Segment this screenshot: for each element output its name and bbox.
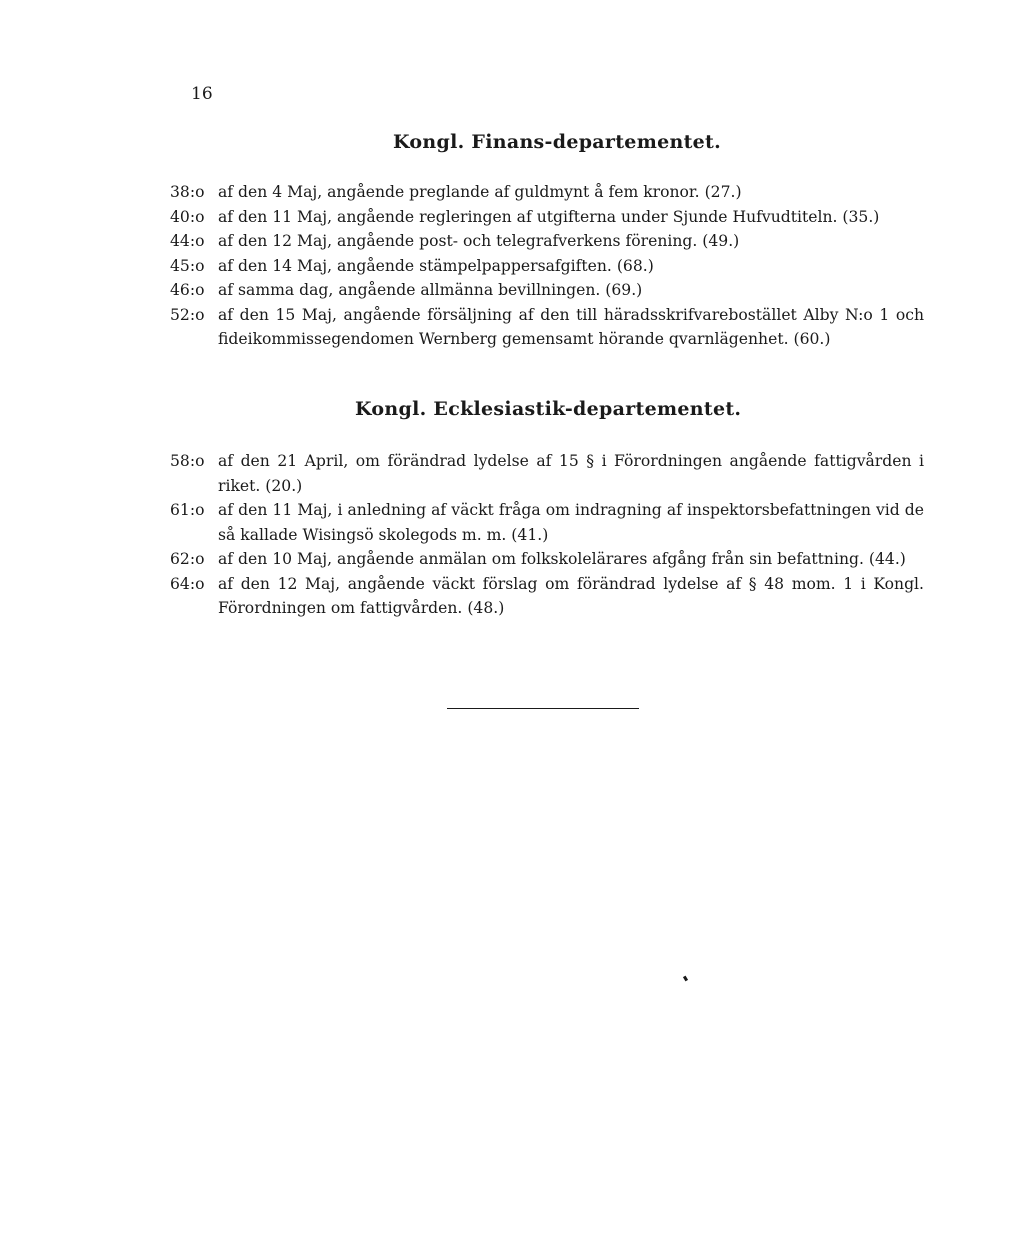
page-number: 16: [191, 84, 213, 104]
list-item: [170, 229, 924, 254]
entry-number: 52:o: [170, 305, 205, 324]
entry-number: 45:o: [170, 256, 205, 275]
entry-text: af den 11 Maj, angående regleringen af utgifterna under Sjunde Hufvudtiteln. (35.): [218, 207, 880, 226]
entry-number: 44:o: [170, 232, 205, 250]
entry-text: af den 21 April, om förändrad lydelse af 15 § i Förordningen angående fattigvården i riket. (20.): [218, 452, 924, 495]
entry-text: af den 15 Maj, angående försäljning af den till häradsskrifvarebostället Alby N:o 1 och fideikommissegendomen Wernberg gemensamt hörande qvarnlägenhet. (60.): [218, 305, 924, 348]
entry-number: 64:o: [170, 574, 205, 593]
list-item: [170, 254, 924, 279]
divider-rule: [447, 708, 639, 709]
entry-list-finans: [170, 180, 924, 352]
entry-text: af samma dag, angående allmänna bevillningen. (69.): [218, 281, 643, 299]
section-heading-ecklesiastik: Kongl. Ecklesiastik-departementet.: [355, 398, 742, 420]
print-speck: [683, 976, 688, 982]
section-heading-finans: Kongl. Finans-departementet.: [393, 131, 722, 153]
list-item: [170, 498, 924, 547]
entry-number: 46:o: [170, 281, 205, 299]
entry-number: 61:o: [170, 501, 205, 519]
entry-text: af den 4 Maj, angående preglande af guldmynt å fem kronor. (27.): [218, 183, 742, 201]
entry-text: af den 10 Maj, angående anmälan om folkskolelärares afgång från sin befattning. (44.): [218, 550, 906, 568]
list-item: [170, 278, 924, 303]
entry-text: af den 12 Maj, angående väckt förslag om förändrad lydelse af § 48 mom. 1 i Kongl. Förordningen om fattigvården. (48.): [218, 574, 924, 617]
entry-list-ecklesiastik: [170, 449, 924, 621]
list-item: [170, 449, 924, 498]
list-item: [170, 572, 924, 621]
list-item: [170, 547, 924, 572]
entry-text: af den 14 Maj, angående stämpelpappersafgiften. (68.): [218, 256, 654, 275]
list-item: [170, 303, 924, 352]
entry-number: 62:o: [170, 550, 205, 568]
entry-text: af den 12 Maj, angående post- och telegrafverkens förening. (49.): [218, 232, 740, 250]
entry-number: 40:o: [170, 207, 205, 226]
entry-text: af den 11 Maj, i anledning af väckt fråga om indragning af inspektorsbefattningen vid de så kallade Wisingsö skolegods m. m. (41.): [218, 501, 924, 544]
list-item: [170, 180, 924, 205]
entry-number: 58:o: [170, 452, 205, 470]
list-item: [170, 205, 924, 230]
entry-number: 38:o: [170, 183, 205, 201]
